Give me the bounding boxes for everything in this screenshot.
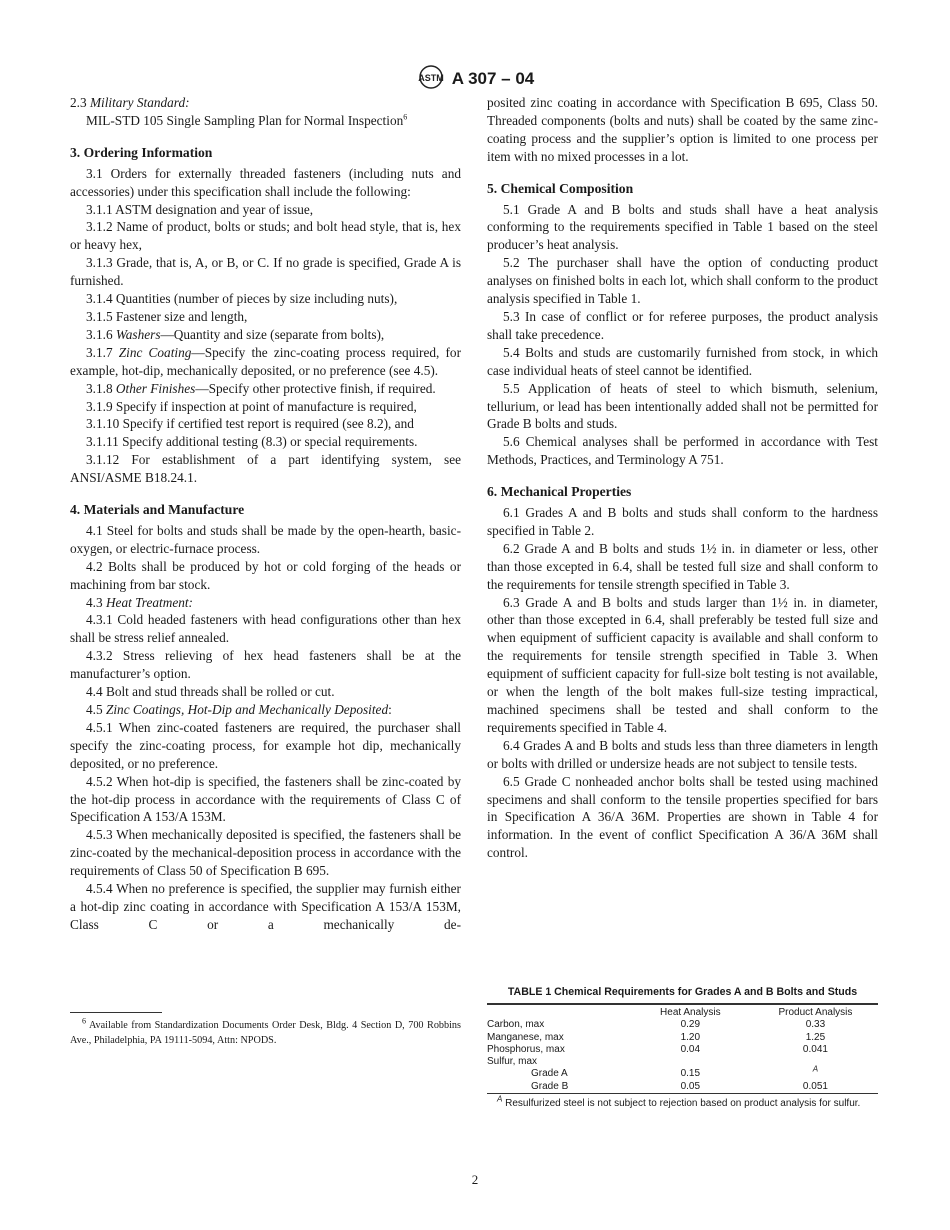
paragraph: [70, 254, 461, 290]
text-run: 4.5.1 When zinc-coated fasteners are required, the purchaser shall specify the zinc-coating process, for example hot dip, mechanically deposited, or no preference.: [70, 719, 461, 771]
paragraph: [487, 344, 878, 380]
text-run: 3.1.4 Quantities (number of pieces by size including nuts),: [86, 291, 398, 307]
text-run: 5.3 In case of conflict or for referee purposes, the product analysis shall take precedence.: [487, 308, 878, 342]
paragraph: [70, 558, 461, 594]
table-row: [487, 1056, 878, 1068]
paragraph: [487, 201, 878, 255]
footnote-mark: A: [497, 1094, 503, 1104]
text-run: 3.1.5 Fastener size and length,: [86, 308, 248, 324]
table-row: [487, 1019, 878, 1031]
text-run: 3.1.10 Specify if certified test report is required (see 8.2), and: [86, 416, 414, 432]
text-run: —Specify the zinc-coating process required, for example, hot-dip, mechanically deposited, or no preference (see 4.5).: [70, 344, 461, 378]
left-column: [70, 94, 461, 934]
text-run: 6.2 Grade A and B bolts and studs 1½ in. in diameter or less, other than those excepted in 6.4, shall be tested full size and shall conform to the requirements for tensile strength specified in Table 3.: [487, 540, 878, 592]
paragraph: [70, 683, 461, 701]
paragraph: [70, 611, 461, 647]
paragraph: [70, 880, 461, 934]
text-run: Zinc Coatings, Hot-Dip and Mechanically Deposited: [105, 702, 389, 717]
paragraph: [70, 112, 461, 130]
astm-logo-icon: [416, 64, 446, 95]
paragraph: [487, 504, 878, 540]
paragraph: [70, 398, 461, 416]
text-run: 3.1.1 ASTM designation and year of issue,: [86, 201, 314, 217]
table-header-row: [487, 1004, 878, 1019]
heat-analysis-cell: 0.04: [680, 1043, 701, 1055]
text-run: 6.5 Grade C nonheaded anchor bolts shall be tested using machined specimens and shall conform to the tensile properties specified for bars in Specification A 36/A 36M. Properties are shown in Table 4 for information. In the event of conflict Specification A 36/A 36M shall control.: [487, 773, 878, 861]
text-run: Heat Treatment:: [105, 594, 193, 610]
paragraph: [70, 701, 461, 719]
text-run: Washers: [115, 326, 161, 342]
table-row: [487, 1044, 878, 1056]
footnote-ref: 6: [403, 112, 408, 122]
paragraph: [70, 308, 461, 326]
table-row: [487, 1081, 878, 1094]
svg-text:ASTM: ASTM: [417, 73, 444, 83]
column-header: Product Analysis: [778, 1007, 853, 1018]
section-heading: [70, 144, 461, 162]
paragraph: [70, 773, 461, 827]
text-run: 4.5: [86, 702, 106, 717]
text-run: 4.3: [86, 594, 106, 610]
product-analysis-cell: [753, 1032, 878, 1044]
table-1: [487, 986, 878, 1110]
text-run: 4.1 Steel for bolts and studs shall be made by the open-hearth, basic-oxygen, or electric-furnace process.: [70, 522, 461, 556]
text-run: 4.3.2 Stress relieving of hex head fasteners shall be at the manufacturer’s option.: [70, 648, 461, 682]
row-label: Phosphorus, max: [487, 1043, 565, 1055]
heat-analysis-cell: 1.20: [680, 1031, 701, 1043]
text-run: posited zinc coating in accordance with Specification B 695, Class 50. Threaded components (bolts and nuts) shall be coated by the same zinc-coating process and the supplier’s option is limited to one process per item with no mixed processes in a lot.: [487, 95, 878, 164]
text-run: 3.1.9 Specify if inspection at point of manufacture is required,: [86, 398, 417, 414]
text-run: 3.1.12 For establishment of a part identifying system, see ANSI/ASME B18.24.1.: [70, 452, 461, 486]
paragraph: [70, 522, 461, 558]
page-number: 2: [471, 1172, 479, 1187]
text-run: 2.3: [70, 95, 90, 110]
text-run: 4. Materials and Manufacture: [70, 502, 245, 518]
paragraph: [487, 380, 878, 434]
value: 0.041: [802, 1043, 828, 1055]
paragraph: [487, 308, 878, 344]
text-run: 4.5.4 When no preference is specified, the supplier may furnish either a hot-dip zinc coating in accordance with Specification A 153/A 153M, Class C or a mechanically de-: [70, 881, 461, 932]
paragraph: [487, 540, 878, 594]
row-label: Manganese, max: [487, 1031, 564, 1043]
designation: A 307 – 04: [451, 68, 535, 88]
text-run: 3.1.2 Name of product, bolts or studs; and bolt head style, that is, hex or heavy hex,: [70, 219, 461, 253]
text-run: 4.5.2 When hot-dip is specified, the fasteners shall be zinc-coated by the hot-dip process in accordance with the requirements of Class C of Specification A 153/A 153M.: [70, 773, 461, 825]
text-run: 5.2 The purchaser shall have the option of conducting product analyses on finished bolts in each lot, which shall conform to the product analysis specified in Table 1.: [487, 255, 878, 307]
text-run: 3.1.11 Specify additional testing (8.3) or special requirements.: [86, 434, 418, 450]
row-label: Grade A: [531, 1068, 568, 1080]
paragraph: [70, 326, 461, 344]
text-run: 5. Chemical Composition: [487, 180, 634, 196]
text-run: 3.1.7: [86, 344, 119, 360]
text-run: 4.3.1 Cold headed fasteners with head configurations other than hex shall be stress relief annealed.: [70, 612, 461, 646]
text-run: 6. Mechanical Properties: [487, 484, 632, 500]
footnote-ref: A: [812, 1065, 819, 1075]
paragraph: [70, 433, 461, 451]
paragraph: [70, 94, 461, 112]
text-run: 3. Ordering Information: [70, 144, 213, 160]
paragraph: [487, 254, 878, 308]
page-header: [0, 64, 950, 95]
table-caption: TABLE 1 Chemical Requirements for Grades A and B Bolts and Studs: [507, 986, 858, 998]
page-footnote: [70, 1018, 461, 1048]
text-run: 5.6 Chemical analyses shall be performed in accordance with Test Methods, Practices, and Terminology A 751.: [487, 434, 878, 468]
text-run: —Specify other protective finish, if required.: [195, 380, 436, 396]
text-run: Other Finishes: [115, 380, 196, 396]
paragraph: [487, 737, 878, 773]
heat-analysis-cell: 0.29: [680, 1019, 701, 1031]
table-footnote: [487, 1094, 878, 1110]
row-label: Carbon, max: [487, 1019, 545, 1031]
paragraph: [70, 290, 461, 308]
paragraph: [70, 344, 461, 380]
product-analysis-cell: [753, 1044, 878, 1056]
footnote-text: Available from Standardization Documents Order Desk, Bldg. 4 Section D, 700 Robbins Ave., Philadelphia, PA 19111-5094, Attn: NPODS.: [70, 1020, 461, 1046]
footnote-text: Resulfurized steel is not subject to rejection based on product analysis for sulfur.: [502, 1098, 861, 1110]
text-run: 3.1.3 Grade, that is, A, or B, or C. If no grade is specified, Grade A is furnished.: [70, 255, 461, 289]
value: 0.33: [805, 1019, 826, 1031]
text-run: Zinc Coating: [118, 344, 192, 360]
text-run: 4.5.3 When mechanically deposited is specified, the fasteners shall be zinc-coated by the mechanical-deposition process in accordance with the requirements of Class 50 of Specification B 695.: [70, 827, 461, 879]
chemical-requirements-table: [487, 1003, 878, 1094]
column-header: Heat Analysis: [660, 1007, 721, 1018]
table-row: [487, 1032, 878, 1044]
text-run: 6.4 Grades A and B bolts and studs less than three diameters in length or bolts with drilled or undersize heads are not subject to tensile tests.: [487, 737, 878, 771]
heat-analysis-cell: 0.05: [680, 1080, 701, 1092]
paragraph: [70, 165, 461, 201]
paragraph: [70, 719, 461, 773]
value: 0.051: [802, 1080, 828, 1092]
section-heading: [487, 180, 878, 198]
heat-analysis-cell: [628, 1056, 753, 1068]
footnote-divider: [70, 1012, 162, 1013]
product-analysis-cell: [753, 1081, 878, 1094]
paragraph: [70, 594, 461, 612]
text-run: 4.4 Bolt and stud threads shall be rolled or cut.: [86, 684, 335, 700]
right-column: [487, 94, 878, 862]
text-run: 3.1.6: [86, 326, 116, 342]
heat-analysis-cell: 0.15: [680, 1068, 701, 1080]
paragraph: [70, 451, 461, 487]
text-run: 3.1 Orders for externally threaded fasteners (including nuts and accessories) under this specification shall include the following:: [70, 165, 461, 199]
product-analysis-cell: [753, 1065, 878, 1080]
footnote-mark: 6: [82, 1016, 86, 1026]
value: 1.25: [805, 1031, 826, 1043]
text-run: Military Standard:: [89, 95, 190, 110]
product-analysis-cell: [753, 1019, 878, 1031]
section-heading: [487, 483, 878, 501]
paragraph: [487, 94, 878, 166]
paragraph: [70, 218, 461, 254]
text-run: 3.1.8: [86, 380, 116, 396]
text-run: 5.1 Grade A and B bolts and studs shall have a heat analysis conforming to the requirements specified in Table 1 based on the steel producer’s heat analysis.: [487, 201, 878, 253]
text-run: 4.2 Bolts shall be produced by hot or cold forging of the heads or machining from bar stock.: [70, 558, 461, 592]
paragraph: [70, 647, 461, 683]
section-heading: [70, 501, 461, 519]
paragraph: [487, 594, 878, 737]
paragraph: [70, 826, 461, 880]
text-run: —Quantity and size (separate from bolts),: [160, 326, 385, 342]
paragraph: [487, 773, 878, 863]
paragraph: [70, 201, 461, 219]
table-row: [487, 1068, 878, 1080]
text-run: MIL-STD 105 Single Sampling Plan for Normal Inspection: [86, 112, 404, 128]
paragraph: [70, 380, 461, 398]
text-run: 5.4 Bolts and studs are customarily furnished from stock, in which case individual heats of steel cannot be identified.: [487, 344, 878, 378]
row-label: Sulfur, max: [487, 1056, 538, 1068]
paragraph: [70, 415, 461, 433]
text-run: 5.5 Application of heats of steel to which bismuth, selenium, tellurium, or lead has been intentionally added shall not be permitted for Grade B bolts and studs.: [487, 380, 878, 432]
text-run: 6.1 Grades A and B bolts and studs shall conform to the hardness specified in Table 2.: [487, 505, 878, 538]
row-label: Grade B: [531, 1080, 569, 1092]
text-run: 6.3 Grade A and B bolts and studs larger than 1½ in. in diameter, other than those excepted in 6.4, shall preferably be tested full size and when equipment of sufficient capacity is available and shall conform to the requirements for tensile strength specified in Table 3. When equipment of sufficient capacity for full-size bolt testing is not available, or when the length of the bolt makes full-size testing impractical, machined specimens shall be tested and shall conform to the requirements specified in Table 4.: [487, 594, 878, 735]
text-run: :: [388, 702, 392, 717]
paragraph: [487, 433, 878, 469]
column-header: [487, 1004, 628, 1019]
